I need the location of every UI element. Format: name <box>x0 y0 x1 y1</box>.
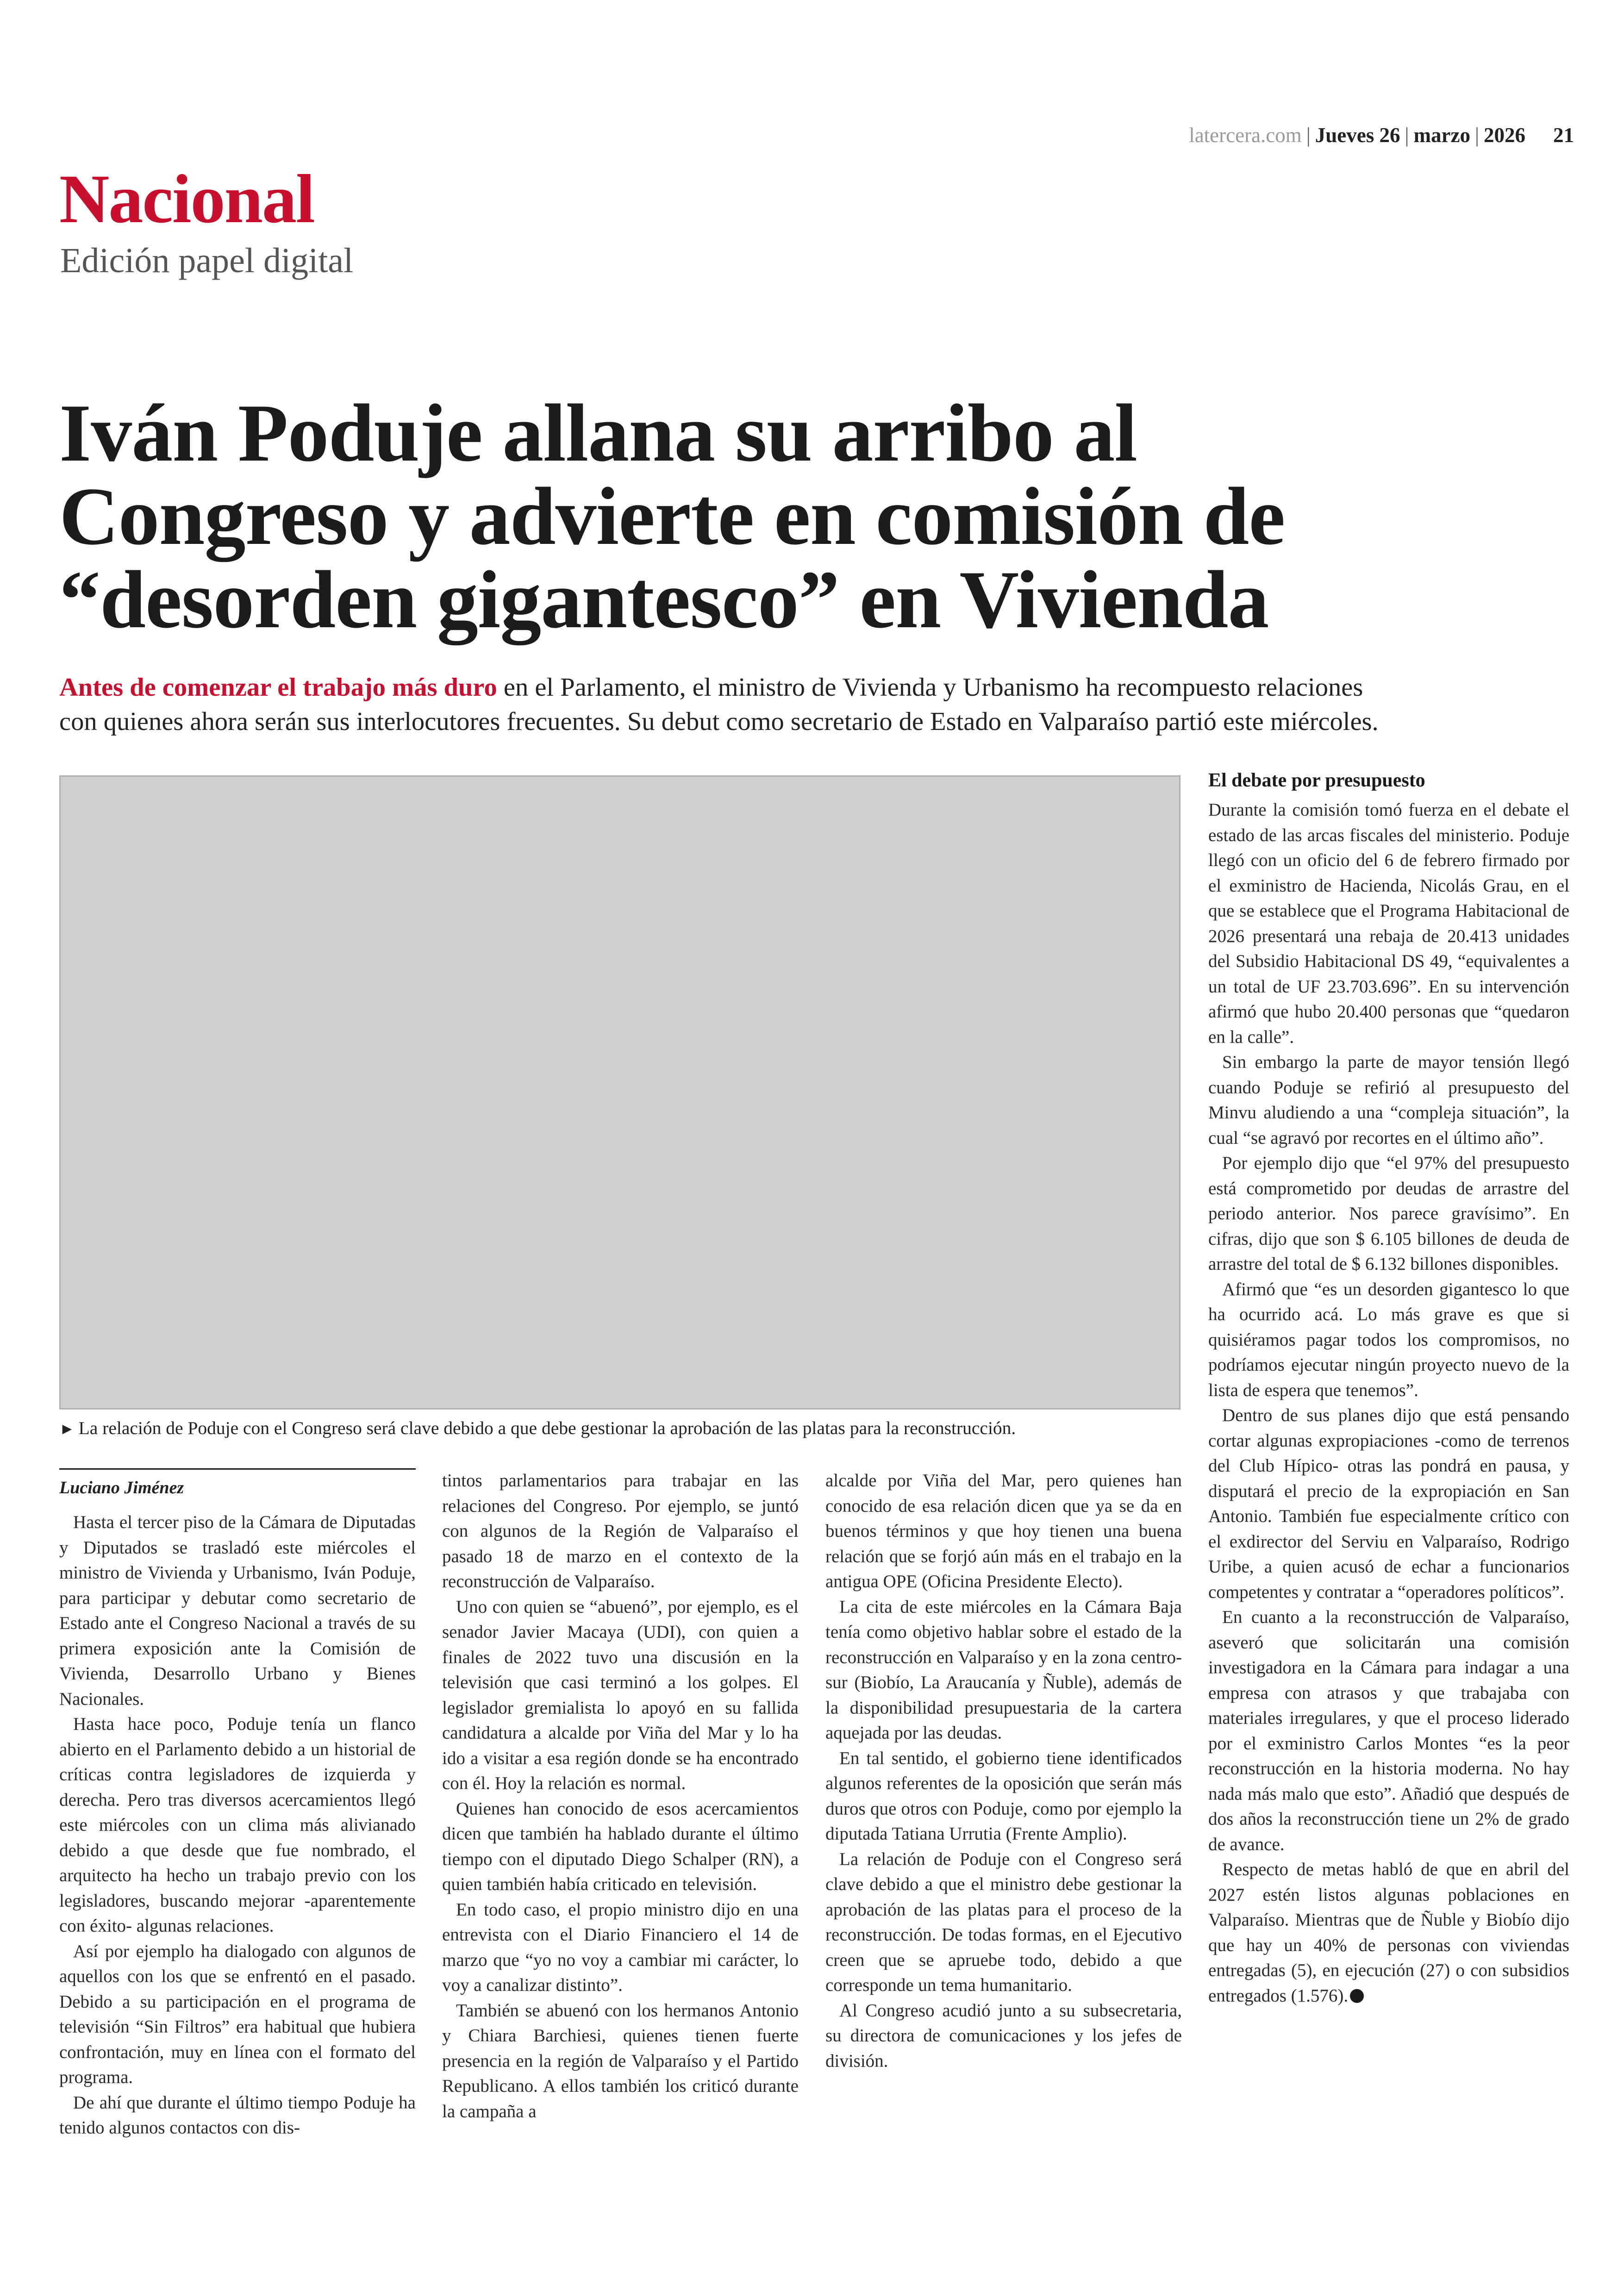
subsection-heading: El debate por presupuesto <box>1208 770 1425 791</box>
article-column-1 <box>59 1510 416 2141</box>
article-headline <box>59 387 1564 645</box>
caption-text: La relación de Poduje con el Congreso será clave debido a que debe gestionar la aprobación de las platas para la reconstrucción. <box>78 1418 1016 1438</box>
byline: Luciano Jiménez <box>59 1478 184 1497</box>
headline-line: “desorden gigantesco” en Vivienda <box>59 554 1269 645</box>
paragraph: También se abuenó con los hermanos Antonio y Chiara Barchiesi, quienes tienen fuerte presencia en la región de Valparaíso y el Partido Republicano. A ellos también los criticó durante la campaña a <box>442 2000 799 2121</box>
paragraph: Hasta hace poco, Poduje tenía un flanco abierto en el Parlamento debido a un historial de críticas contra legisladores de izquierda y derecha. Pero tras diversos acercamientos llegó este miércoles con un clima más alivianado debido a que desde que fue nombrado, el arquitecto ha hecho un trabajo previo con los legisladores, buscando mejorar -aparentemente con éxito- algunas relaciones. <box>59 1714 416 1936</box>
article-deck <box>59 670 1564 739</box>
paragraph: La relación de Poduje con el Congreso será clave debido a que el ministro debe gestionar la aprobación de las platas para el proceso de la reconstrucción. De todas formas, en el Ejecutivo creen que se apruebe todo, debido a que corresponde un tema humanitario. <box>825 1849 1182 1995</box>
caption-arrow-icon: ► <box>59 1421 75 1438</box>
section-title: Nacional <box>59 161 314 237</box>
paragraph: Afirmó que “es un desorden gigantesco lo que ha ocurrido acá. Lo más grave es que si quisiéramos pagar todos los compromisos, no podríamos ejecutar ningún proyecto nuevo de la lista de espera que tenemos”. <box>1208 1279 1569 1400</box>
paragraph: Uno con quien se “abuenó”, por ejemplo, es el senador Javier Macaya (UDI), con quien a finales de 2022 tuvo una discusión en la televisión que casi terminó a los golpes. El legislador gremialista lo apoyó en su fallida candidatura a alcalde por Viña del Mar y lo ha ido a visitar a esa región donde se ha encontrado con él. Hoy la relación es normal. <box>442 1597 799 1793</box>
page-number: 21 <box>1553 124 1574 147</box>
paragraph: De ahí que durante el último tiempo Poduje ha tenido algunos contactos con dis- <box>59 2092 416 2138</box>
paragraph: tintos parlamentarios para trabajar en las relaciones del Congreso. Por ejemplo, se juntó con algunos de la Región de Valparaíso el pasado 18 de marzo en el contexto de la reconstrucción de Valparaíso. <box>442 1471 799 1591</box>
article-column-3 <box>825 1468 1182 2074</box>
deck-line2: con quienes ahora serán sus interlocutores frecuentes. Su debut como secretario de Estado en Valparaíso partió este miércoles. <box>59 707 1379 736</box>
paragraph-text: Respecto de metas habló de que en abril del 2027 estén listos algunas poblaciones en Valparaíso. Mientras que de Ñuble y Biobío dijo que hay un 40% de personas con viviendas entregadas (5), en ejecución (27) o con subsidios entregados (1.576). <box>1208 1859 1569 2006</box>
page-header-meta: latercera.com | Jueves 26 | marzo | 2026 21 <box>1189 124 1574 147</box>
paragraph: alcalde por Viña del Mar, pero quienes han conocido de esa relación dicen que ya se da en buenos términos y que hoy tienen una buena relación que se forjó aún más en el trabajo en la antigua OPE (Oficina Presidente Electo). <box>825 1471 1182 1591</box>
headline-line: Iván Poduje allana su arribo al <box>59 387 1137 479</box>
byline-divider <box>59 1468 416 1470</box>
article-column-4 <box>1208 798 1569 2008</box>
paragraph: Hasta el tercer piso de la Cámara de Diputadas y Diputados se trasladó este miércoles el ministro de Vivienda y Urbanismo, Iván Poduje, para participar y debutar como secretario de Estado ante el Congreso Nacional a través de su primera exposición ante la Comisión de Vivienda, Desarrollo Urbano y Bienes Nacionales. <box>59 1512 416 1709</box>
photo-caption <box>59 1417 1189 1439</box>
article-column-2 <box>442 1468 799 2124</box>
paragraph: Quienes han conocido de esos acercamientos dicen que también ha hablado durante el último tiempo con el diputado Diego Schalper (RN), a quien también había criticado en televisión. <box>442 1798 799 1894</box>
paragraph: En tal sentido, el gobierno tiene identificados algunos referentes de la oposición que serán más duros que otros con Poduje, como por ejemplo la diputada Tatiana Urrutia (Frente Amplio). <box>825 1748 1182 1844</box>
section-subtitle: Edición papel digital <box>60 241 354 280</box>
deck-lead: Antes de comenzar el trabajo más duro <box>59 673 497 702</box>
paragraph: Durante la comisión tomó fuerza en el debate el estado de las arcas fiscales del ministerio. Poduje llegó con un oficio del 6 de febrero firmado por el exministro de Hacienda, Nicolás Grau, en el que se establece que el Programa Habitacional de 2026 presentará una rebaja de 20.413 unidades del Subsidio Habitacional DS 49, “equivalentes a un total de UF 23.703.696”. En su intervención afirmó que hubo 20.400 personas que “quedaron en la calle”. <box>1208 800 1569 1047</box>
paragraph: En todo caso, el propio ministro dijo en una entrevista con el Diario Financiero el 14 de marzo que “yo no voy a cambiar mi carácter, lo voy a canalizar distinto”. <box>442 1899 799 1995</box>
site-name[interactable]: latercera.com <box>1189 124 1302 147</box>
end-mark-icon <box>1350 1989 1364 2003</box>
paragraph: Al Congreso acudió junto a su subsecretaria, su directora de comunicaciones y los jefes de división. <box>825 2000 1182 2071</box>
header-weekday: Jueves 26 <box>1315 124 1400 147</box>
header-year: 2026 <box>1484 124 1525 147</box>
header-month: marzo <box>1413 124 1470 147</box>
article-photo <box>59 775 1181 1409</box>
paragraph: Por ejemplo dijo que “el 97% del presupuesto está comprometido por deudas de arrastre del periodo anterior. Nos parece gravísimo”. En cifras, dijo que son $ 6.105 billones de deuda de arrastre del total de $ 6.132 billones disponibles. <box>1208 1153 1569 1274</box>
paragraph: La cita de este miércoles en la Cámara Baja tenía como objetivo hablar sobre el estado de la reconstrucción en Valparaíso y en la zona centro-sur (Biobío, La Araucanía y Ñuble), además de la disponibilidad presupuestaria de la cartera aquejada por las deudas. <box>825 1597 1182 1743</box>
paragraph-last <box>1208 1857 1569 2008</box>
paragraph: En cuanto a la reconstrucción de Valparaíso, aseveró que solicitarán una comisión investigadora en la Cámara para indagar a una empresa con atrasos y que trabajaba con materiales irregulares, y que el proceso liderado por el exministro Carlos Montes “es la peor reconstrucción en la historia moderna. No hay nada más malo que esto”. Añadió que después de dos años la reconstrucción tiene un 2% de grado de avance. <box>1208 1607 1569 1854</box>
deck-line1-rest: en el Parlamento, el ministro de Vivienda y Urbanismo ha recompuesto relaciones <box>497 673 1363 702</box>
headline-line: Congreso y advierte en comisión de <box>59 470 1285 562</box>
paragraph: Dentro de sus planes dijo que está pensando cortar algunas expropiaciones -como de terrenos del Club Hípico- otras las pondrá en pausa, y disputará el precio de la expropiación en San Antonio. También fue especialmente crítico con el exdirector del Serviu en Valparaíso, Rodrigo Uribe, a quien acusó de echar a funcionarios competentes y contratar a “operadores políticos”. <box>1208 1405 1569 1602</box>
paragraph: Sin embargo la parte de mayor tensión llegó cuando Poduje se refirió al presupuesto del Minvu aludiendo a una “compleja situación”, la cual “se agravó por recortes en el último año”. <box>1208 1052 1569 1148</box>
paragraph: Así por ejemplo ha dialogado con algunos de aquellos con los que se enfrentó en el pasado. Debido a su participación en el programa de televisión “Sin Filtros” era habitual que hubiera confrontación, muy en línea con el formato del programa. <box>59 1941 416 2087</box>
